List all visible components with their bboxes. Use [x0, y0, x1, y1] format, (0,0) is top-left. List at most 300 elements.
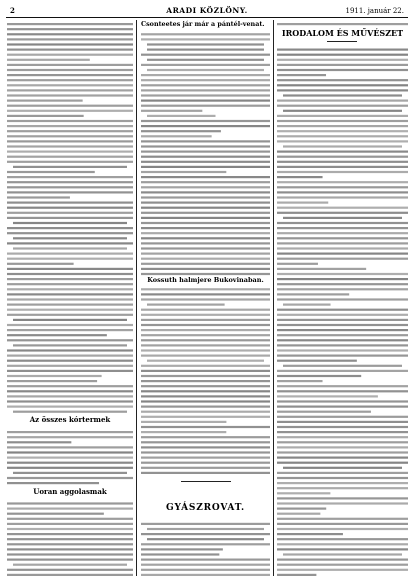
issue-date: 1911. január 22. [345, 7, 404, 15]
text-line [277, 462, 408, 464]
text-line [277, 309, 408, 311]
text-line [277, 268, 366, 270]
text-line [13, 166, 127, 168]
text-line [141, 436, 270, 438]
text-line [277, 502, 408, 504]
text-line [7, 49, 133, 51]
text-line [141, 110, 202, 112]
text-line [7, 258, 133, 260]
text-line [7, 477, 133, 479]
text-line [277, 288, 408, 290]
text-line [277, 548, 408, 550]
text-line [277, 176, 323, 178]
text-line [7, 161, 133, 163]
text-line [141, 171, 226, 173]
text-line [277, 574, 316, 576]
text-line [7, 533, 133, 535]
text-line [141, 94, 270, 96]
text-line [277, 390, 408, 392]
text-line [277, 355, 408, 357]
text-line [141, 543, 270, 545]
text-line [7, 457, 133, 459]
text-line [277, 400, 408, 402]
text-line [141, 406, 270, 408]
text-line [141, 523, 270, 525]
text-line [7, 151, 133, 153]
text-line [7, 385, 133, 387]
text-line [141, 411, 270, 413]
text-line [141, 314, 270, 316]
text-line [7, 84, 133, 86]
text-line [277, 191, 408, 193]
text-line [141, 217, 270, 219]
text-line [277, 196, 408, 198]
text-line [141, 64, 270, 66]
text-line [277, 492, 330, 494]
text-line [7, 329, 133, 331]
text-line [7, 355, 133, 357]
text-line [141, 344, 270, 346]
text-line [7, 390, 133, 392]
text-line [277, 329, 408, 331]
text-line [7, 467, 133, 469]
text-line [141, 186, 270, 188]
text-line [141, 130, 221, 132]
text-line [7, 156, 133, 158]
text-line [13, 472, 127, 474]
text-line [277, 334, 408, 336]
text-line [7, 436, 133, 438]
text-line [141, 242, 270, 244]
text-line [141, 151, 270, 153]
text-line [7, 400, 133, 402]
text-line [7, 446, 133, 448]
text-line [7, 38, 133, 40]
section-heading: IRODALOM ÉS MŰVÉSZET [281, 28, 404, 38]
text-line [141, 416, 270, 418]
text-line [141, 574, 270, 576]
body-text-block [141, 20, 270, 578]
text-line [141, 196, 270, 198]
page-number: 2 [10, 6, 15, 15]
text-line [277, 298, 408, 300]
text-line [277, 186, 408, 188]
text-line [7, 273, 133, 275]
section-heading: Csonteetes jár már a pántél-venat. [141, 20, 265, 28]
text-line [13, 344, 127, 346]
text-line [13, 237, 127, 239]
text-line [277, 100, 408, 102]
text-line [277, 222, 408, 224]
text-line [141, 339, 270, 341]
text-line [141, 385, 270, 387]
text-line [277, 135, 408, 137]
text-line [7, 43, 133, 45]
text-line [277, 477, 408, 479]
text-line [141, 273, 270, 275]
text-line [147, 59, 264, 61]
text-line [141, 349, 270, 351]
text-line [7, 110, 133, 112]
text-line [141, 334, 270, 336]
right-column [277, 20, 408, 578]
text-line [277, 421, 408, 423]
text-line [147, 115, 215, 117]
text-line [277, 314, 408, 316]
section-divider [327, 41, 357, 42]
text-line [141, 74, 270, 76]
text-line [141, 38, 270, 40]
text-line [141, 298, 270, 300]
text-line [277, 406, 408, 408]
text-line [141, 33, 270, 35]
text-line [7, 462, 133, 464]
text-line [277, 263, 318, 265]
text-line [7, 140, 133, 142]
text-line [141, 166, 270, 168]
text-line [277, 360, 357, 362]
text-line [7, 543, 133, 545]
text-line [277, 564, 408, 566]
text-line [7, 431, 133, 433]
text-line [277, 140, 408, 142]
text-line [7, 196, 70, 198]
text-line [7, 186, 133, 188]
text-line [7, 523, 133, 525]
text-line [13, 222, 127, 224]
text-line [7, 145, 133, 147]
text-line [277, 411, 371, 413]
text-line [277, 151, 408, 153]
text-line [141, 247, 270, 249]
text-line [141, 207, 270, 209]
text-line [277, 441, 408, 443]
text-line [7, 217, 133, 219]
text-line [7, 513, 104, 515]
text-line [7, 574, 133, 576]
text-line [7, 548, 133, 550]
text-line [277, 339, 408, 341]
text-line [277, 375, 361, 377]
text-line [7, 553, 133, 555]
text-line [7, 298, 133, 300]
text-line [141, 431, 226, 433]
text-line [7, 375, 102, 377]
text-line [277, 23, 408, 25]
text-line [7, 23, 133, 25]
text-line [141, 548, 223, 550]
text-line [147, 43, 264, 45]
text-line [7, 538, 133, 540]
text-line [277, 79, 408, 81]
text-line [277, 487, 408, 489]
text-line [7, 518, 133, 520]
section-heading: Kossuth halmjere Bukovinaban. [147, 276, 264, 284]
text-line [7, 349, 133, 351]
text-line [283, 553, 402, 555]
text-line [277, 497, 408, 499]
text-line [141, 365, 270, 367]
text-line [277, 349, 408, 351]
text-line [141, 222, 270, 224]
text-line [13, 319, 127, 321]
text-line [7, 502, 133, 504]
section-divider [181, 481, 231, 482]
text-line [7, 365, 133, 367]
text-line [141, 54, 270, 56]
text-line [7, 54, 133, 56]
text-line [277, 446, 408, 448]
text-line [141, 370, 270, 372]
text-line [147, 304, 225, 306]
text-line [277, 74, 326, 76]
text-line [277, 283, 408, 285]
text-line [141, 355, 270, 357]
text-line [141, 324, 270, 326]
text-line [147, 360, 264, 362]
middle-column [141, 20, 270, 578]
text-line [141, 559, 270, 561]
text-line [141, 329, 270, 331]
text-line [277, 457, 408, 459]
text-line [277, 171, 408, 173]
text-line [141, 100, 270, 102]
text-line [141, 462, 270, 464]
text-line [7, 309, 133, 311]
text-line [277, 247, 408, 249]
text-line [7, 202, 133, 204]
text-line [277, 89, 408, 91]
text-line [147, 538, 264, 540]
text-line [277, 431, 408, 433]
left-column [7, 20, 133, 578]
text-line [7, 59, 90, 61]
text-line [7, 176, 133, 178]
text-line [277, 54, 408, 56]
text-line [7, 559, 133, 561]
text-line [13, 247, 127, 249]
text-line [141, 268, 270, 270]
text-line [7, 135, 133, 137]
text-line [283, 365, 402, 367]
text-line [277, 482, 408, 484]
text-line [277, 273, 408, 275]
text-line [141, 375, 270, 377]
text-line [7, 360, 133, 362]
text-line [141, 176, 270, 178]
text-line [7, 482, 99, 484]
text-line [141, 380, 270, 382]
text-line [141, 227, 270, 229]
text-line [277, 69, 408, 71]
text-line [7, 69, 133, 71]
text-line [141, 400, 270, 402]
text-line [141, 451, 270, 453]
text-line [7, 508, 133, 510]
section-heading: GYÁSZROVAT. [166, 503, 245, 513]
text-line [277, 181, 408, 183]
text-line [277, 518, 408, 520]
text-line [141, 156, 270, 158]
text-line [141, 181, 270, 183]
text-line [141, 145, 270, 147]
text-line [277, 380, 323, 382]
text-line [277, 395, 378, 397]
text-line [7, 406, 133, 408]
text-line [7, 334, 107, 336]
text-line [141, 89, 270, 91]
text-line [141, 120, 270, 122]
text-line [141, 472, 270, 474]
text-line [277, 202, 328, 204]
text-line [277, 523, 408, 525]
text-line [277, 370, 408, 372]
text-line [147, 528, 264, 530]
text-line [277, 242, 408, 244]
text-line [277, 538, 408, 540]
text-line [141, 237, 270, 239]
text-line [147, 49, 264, 51]
text-line [7, 232, 133, 234]
text-line [277, 59, 408, 61]
text-line [141, 79, 270, 81]
text-line [7, 263, 74, 265]
text-line [283, 94, 402, 96]
text-line [277, 426, 408, 428]
text-line [141, 569, 270, 571]
text-line [7, 79, 133, 81]
text-line [7, 33, 133, 35]
text-line [7, 441, 71, 443]
text-line [7, 293, 133, 295]
text-line [141, 135, 212, 137]
text-line [141, 564, 270, 566]
text-line [7, 171, 95, 173]
text-line [7, 314, 133, 316]
text-line [277, 130, 408, 132]
text-line [277, 156, 408, 158]
text-line [277, 513, 320, 515]
text-line [283, 145, 402, 147]
text-line [141, 293, 270, 295]
text-line [277, 161, 408, 163]
text-line [277, 344, 408, 346]
text-line [13, 564, 127, 566]
body-text-block [277, 20, 408, 578]
text-line [277, 120, 408, 122]
text-line [277, 232, 408, 234]
text-line [7, 451, 133, 453]
text-line [7, 100, 83, 102]
text-line [277, 385, 408, 387]
text-line [141, 421, 226, 423]
text-line [7, 268, 133, 270]
text-line [141, 467, 270, 469]
text-line [277, 237, 408, 239]
text-line [141, 84, 270, 86]
text-line [141, 309, 270, 311]
text-line [141, 288, 270, 290]
text-line [147, 69, 264, 71]
text-line [7, 74, 133, 76]
text-line [7, 253, 133, 255]
text-line [7, 528, 133, 530]
text-line [141, 202, 270, 204]
text-line [7, 181, 133, 183]
text-line [277, 533, 343, 535]
text-line [7, 94, 133, 96]
section-heading: Uoran aggolasmak [33, 487, 107, 496]
text-line [277, 64, 408, 66]
text-line [277, 207, 408, 209]
text-line [7, 207, 133, 209]
text-line [277, 416, 408, 418]
text-line [7, 242, 133, 244]
text-line [283, 110, 402, 112]
text-line [277, 253, 408, 255]
text-line [7, 380, 97, 382]
text-line [7, 105, 133, 107]
text-line [141, 105, 270, 107]
text-line [141, 553, 219, 555]
text-line [277, 258, 408, 260]
text-line [283, 217, 402, 219]
text-line [141, 390, 270, 392]
text-line [7, 370, 133, 372]
text-line [277, 166, 408, 168]
text-line [141, 263, 270, 265]
text-line [7, 191, 133, 193]
text-line [283, 467, 402, 469]
text-line [13, 411, 127, 413]
text-line [277, 508, 326, 510]
text-line [7, 283, 133, 285]
text-line [7, 125, 133, 127]
text-line [7, 324, 133, 326]
text-line [277, 559, 408, 561]
text-line [141, 191, 270, 193]
newspaper-title: ARADI KÖZLÖNY. [166, 6, 248, 15]
text-line [277, 293, 349, 295]
text-line [277, 84, 408, 86]
text-line [141, 212, 270, 214]
text-line [277, 278, 408, 280]
text-line [7, 227, 133, 229]
column-divider [136, 20, 137, 576]
text-line [7, 395, 133, 397]
text-line [277, 451, 408, 453]
text-line [277, 324, 408, 326]
text-line [141, 253, 270, 255]
text-line [7, 339, 133, 341]
text-line [277, 125, 408, 127]
text-line [141, 533, 270, 535]
text-line [141, 319, 270, 321]
text-line [277, 528, 408, 530]
text-line [7, 130, 133, 132]
text-line [141, 232, 270, 234]
text-line [141, 140, 270, 142]
text-line [277, 212, 408, 214]
section-heading: Az összes kórtermek [29, 415, 111, 424]
text-line [7, 28, 133, 30]
text-line [283, 304, 331, 306]
text-line [277, 569, 408, 571]
text-line [141, 457, 270, 459]
text-line [141, 125, 270, 127]
text-line [277, 436, 408, 438]
column-divider [273, 20, 274, 576]
